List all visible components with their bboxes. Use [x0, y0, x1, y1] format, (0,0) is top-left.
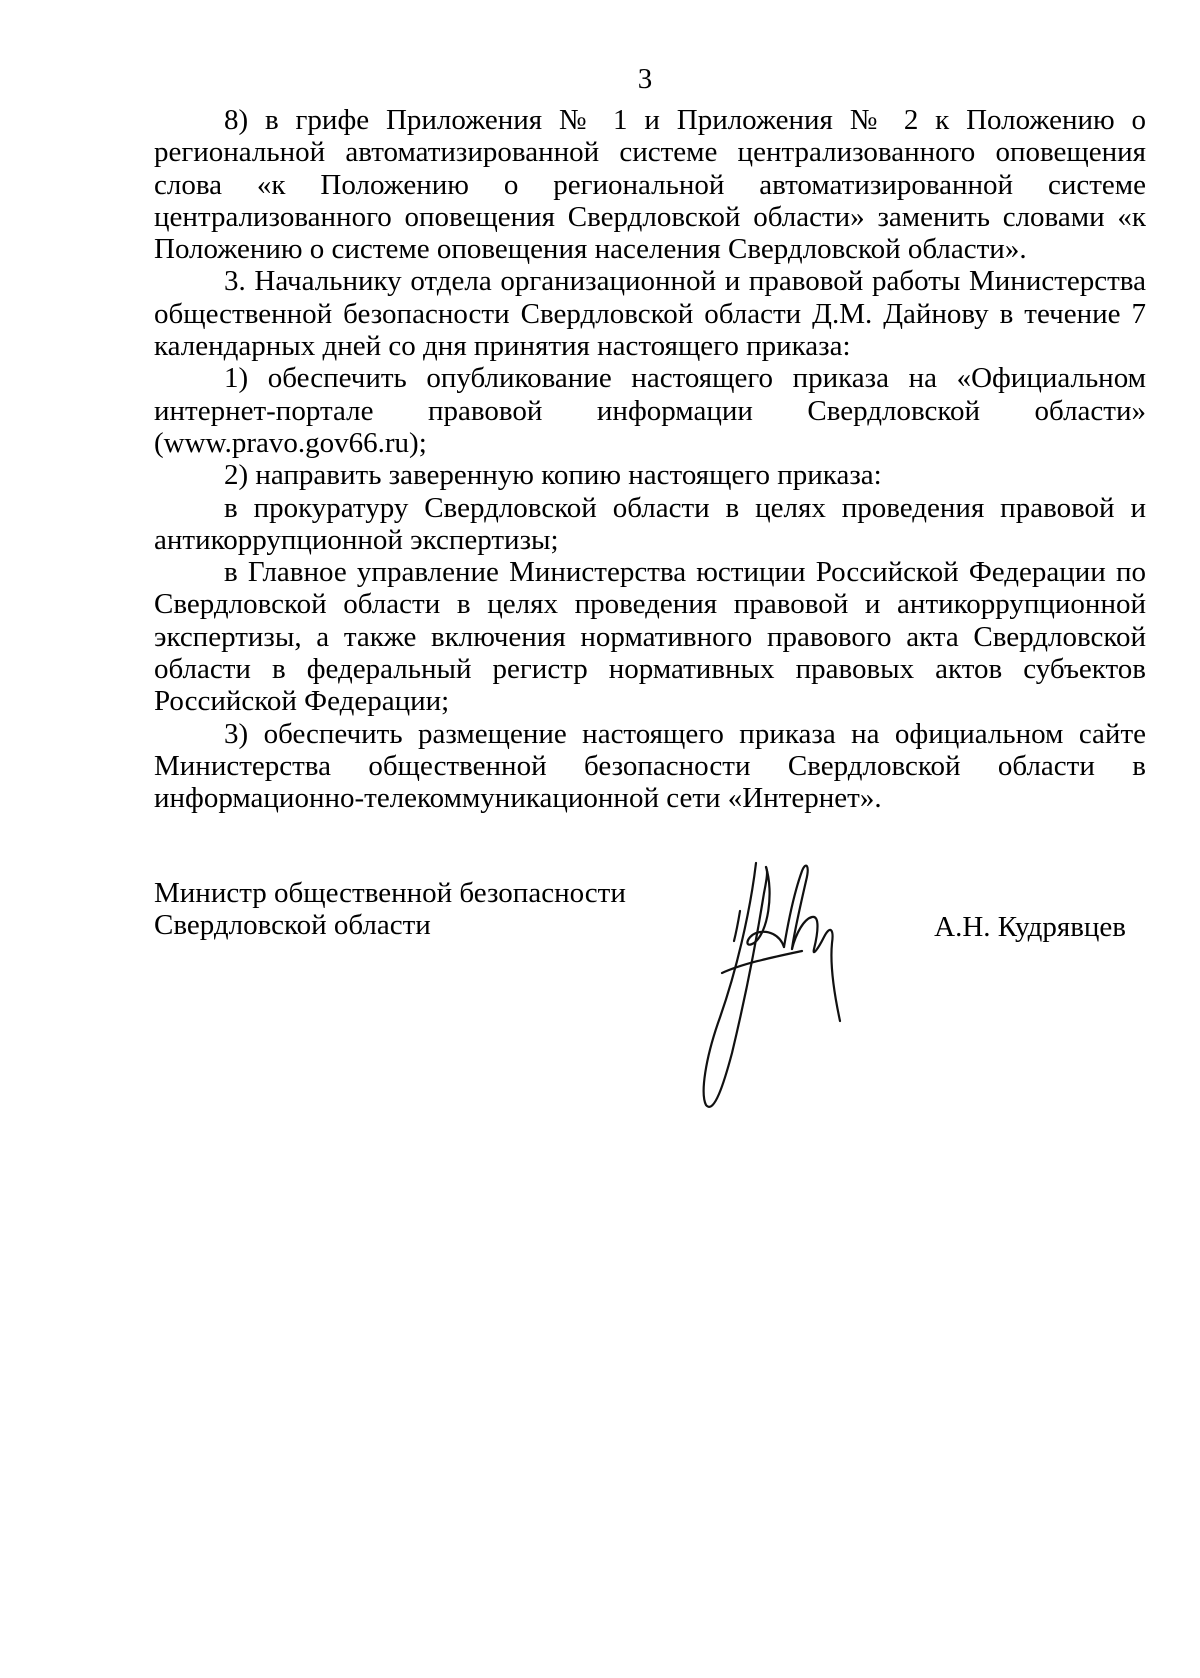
signer-title-line2: Свердловской области [154, 909, 431, 941]
paragraph-prosecutor: в прокуратуру Свердловской области в целях проведения правовой и антикоррупционной экспертизы; [154, 491, 1146, 556]
paragraph-item-3: 3. Начальнику отдела организационной и правовой работы Министерства общественной безопасности Свердловской области Д.М. Дайнову в течение 7 календарных дней со дня принятия настоящего приказа: [154, 265, 1146, 363]
document-body [154, 104, 1146, 815]
handwritten-signature [684, 853, 854, 1111]
signer-title [154, 877, 626, 941]
paragraph-subitem-2: 2) направить заверенную копию настоящего приказа: [224, 459, 882, 492]
paragraph-justice-ministry: в Главное управление Министерства юстиции Российской Федерации по Свердловской области в целях проведения правовой и антикоррупционной экспертизы, а также включения нормативного правового акта Свердловской области в федеральный регистр нормативных правовых актов субъектов Российской Федерации; [154, 556, 1146, 718]
paragraph-subitem-3: 3) обеспечить размещение настоящего приказа на официальном сайте Министерства общественной безопасности Свердловской области в информационно-телекоммуникационной сети «Интернет». [154, 717, 1146, 815]
paragraph-subitem-1: 1) обеспечить опубликование настоящего приказа на «Официальном интернет-портале правовой информации Свердловской области» (www.pravo.gov66.ru); [154, 362, 1146, 459]
page-number: 3 [637, 63, 653, 95]
signer-title-line1: Министр общественной безопасности [154, 877, 626, 909]
signature-block [154, 877, 1146, 1107]
paragraph-item-8: 8) в грифе Приложения № 1 и Приложения № 2 к Положению о региональной автоматизированной системе централизованного оповещения слова «к Положению о региональной автоматизированной системе централизованного оповещения Свердловской области» заменить словами «к Положению о системе оповещения населения Свердловской области». [154, 104, 1146, 266]
signer-name: А.Н. Кудрявцев [934, 911, 1126, 943]
